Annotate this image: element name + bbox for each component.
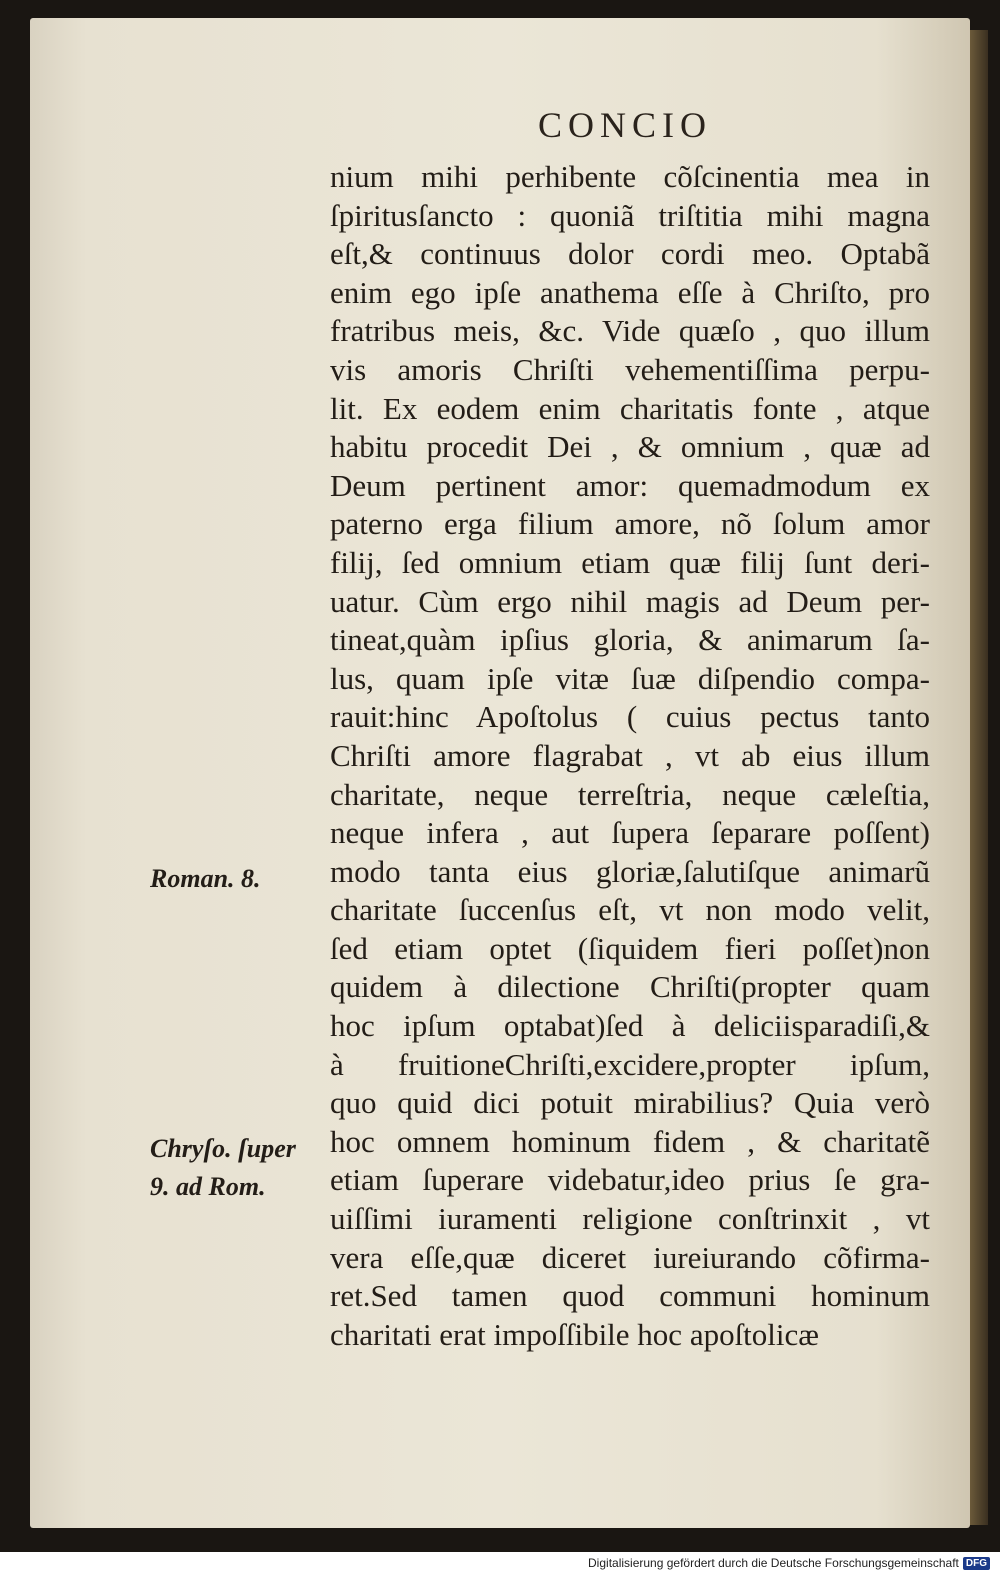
text-line: hoc ipſum optabat)ſed à deliciisparadiſi,& bbox=[330, 1008, 930, 1044]
text-line: hoc omnem hominum fidem , & charitatẽ bbox=[330, 1123, 930, 1159]
text-line: quidem à dilectione Chriſti(propter quam bbox=[330, 969, 930, 1005]
running-head: CONCIO bbox=[537, 105, 712, 145]
text-line: eſt,& continuus dolor cordi meo. Optabã bbox=[330, 236, 930, 272]
text-line: Deum pertinent amor: quemadmodum ex bbox=[330, 467, 930, 503]
footer-credit: Digitalisierung gefördert durch die Deutsche Forschungsgemeinschaft bbox=[588, 1556, 959, 1570]
text-line: ſpiritusſancto : quoniã triſtitia mihi magna bbox=[330, 197, 930, 233]
margin-note-rom: 9. ad Rom. bbox=[150, 1172, 266, 1201]
text-line: neque infera , aut ſupera ſeparare poſſent) bbox=[330, 815, 930, 851]
margin-note-roman: Roman. 8. bbox=[150, 864, 261, 893]
text-line: à fruitioneChriſti,excidere,propter ipſum, bbox=[330, 1046, 930, 1082]
text-line: vis amoris Chriſti vehementiſſima perpu- bbox=[330, 351, 930, 387]
margin-note-chryso: Chryſo. ſuper bbox=[150, 1134, 296, 1163]
text-line: charitate ſuccenſus eſt, vt non modo velit, bbox=[330, 892, 930, 928]
text-line: lus, quam ipſe vitæ ſuæ diſpendio compa- bbox=[330, 660, 930, 696]
dfg-logo: DFG bbox=[963, 1557, 990, 1570]
text-line: charitati erat impoſſibile hoc apoſtolicæ bbox=[330, 1316, 819, 1352]
text-line: habitu procedit Dei , & omnium , quæ ad bbox=[330, 429, 930, 465]
text-line: modo tanta eius gloriæ,ſalutiſque animarũ bbox=[330, 853, 930, 889]
text-line: vera eſſe,quæ diceret iureiurando cõfirma- bbox=[330, 1239, 930, 1275]
text-line: lit. Ex eodem enim charitatis fonte , atque bbox=[330, 390, 930, 426]
text-line: tineat,quàm ipſius gloria, & animarum ſa- bbox=[330, 622, 930, 658]
text-line: uatur. Cùm ergo nihil magis ad Deum per- bbox=[330, 583, 930, 619]
text-line: paterno erga filium amore, nõ ſolum amor bbox=[330, 506, 930, 542]
text-line: rauit:hinc Apoſtolus ( cuius pectus tanto bbox=[330, 699, 930, 735]
text-line: Chriſti amore flagrabat , vt ab eius illum bbox=[330, 737, 930, 773]
digitization-footer bbox=[588, 1556, 990, 1570]
text-line: quo quid dici potuit mirabilius? Quia verò bbox=[330, 1085, 930, 1121]
text-line: charitate, neque terreſtria, neque cæleſtia, bbox=[330, 776, 930, 812]
text-line: ret.Sed tamen quod communi hominum bbox=[330, 1278, 930, 1314]
body-text bbox=[330, 158, 930, 1354]
text-line: enim ego ipſe anathema eſſe à Chriſto, pro bbox=[330, 274, 930, 310]
text-line: nium mihi perhibente cõſcinentia mea in bbox=[330, 159, 930, 194]
text-line: fratribus meis, &c. Vide quæſo , quo illum bbox=[330, 313, 930, 349]
text-line: uiſſimi iuramenti religione conſtrinxit , vt bbox=[330, 1201, 930, 1237]
text-line: ſed etiam optet (ſiquidem fieri poſſet)non bbox=[330, 930, 930, 966]
text-line: etiam ſuperare videbatur,ideo prius ſe gra- bbox=[330, 1162, 930, 1198]
page-edge bbox=[970, 30, 988, 1525]
text-line: filij, ſed omnium etiam quæ filij ſunt deri- bbox=[330, 544, 930, 580]
